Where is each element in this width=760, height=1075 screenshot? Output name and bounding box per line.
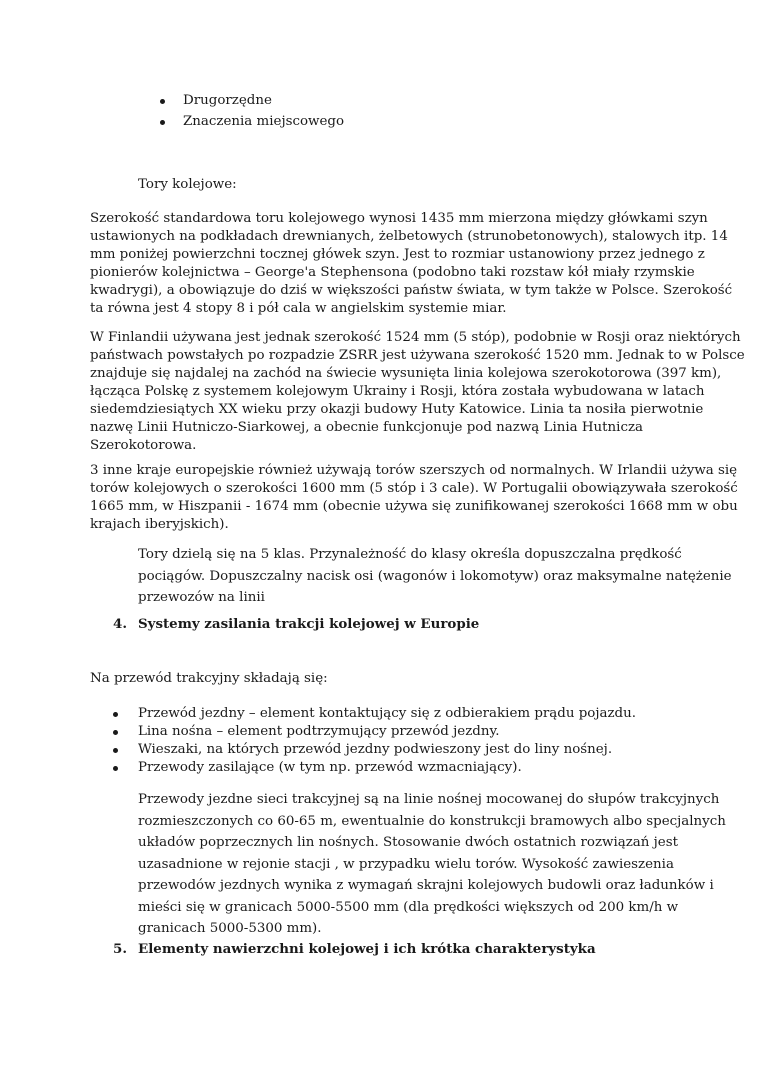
list-item-text: Znaczenia miejscowego bbox=[183, 114, 345, 129]
text-line: Szerokość standardowa toru kolejowego wynosi 1435 mm mierzona między główkami szyn bbox=[90, 211, 708, 226]
text-line: torów kolejowych o szerokości 1600 mm (5 stóp i 3 cale). W Portugalii obowiązywała szerokość bbox=[90, 481, 738, 496]
text-line: przewodów jezdnych wynika z wymagań skrajni kolejowych budowli oraz ładunków i bbox=[138, 878, 714, 893]
text-line: ustawionych na podkładach drewnianych, żelbetowych (strunobetonowych), stalowych itp. 14 bbox=[90, 229, 728, 244]
bullet-icon bbox=[113, 748, 118, 753]
catenary-intro: Na przewód trakcyjny składają się: bbox=[90, 671, 328, 686]
list-item-text: Przewody zasilające (w tym np. przewód wzmacniający). bbox=[138, 760, 522, 775]
text-line: Tory dzielą się na 5 klas. Przynależność do klasy określa dopuszczalna prędkość bbox=[138, 547, 682, 562]
bullet-icon bbox=[113, 766, 118, 771]
section-title: Elementy nawierzchni kolejowej i ich krótka charakterystyka bbox=[138, 941, 596, 957]
text-line: granicach 5000-5300 mm). bbox=[138, 921, 322, 936]
section-number: 4. bbox=[113, 616, 127, 632]
text-line: nazwę Linii Hutniczo-Siarkowej, a obecnie funkcjonuje pod nazwą Linia Hutnicza bbox=[90, 420, 643, 435]
list-item-text: Drugorzędne bbox=[183, 93, 272, 108]
paragraph-track-classes bbox=[138, 544, 732, 609]
text-line: mieści się w granicach 5000-5500 mm (dla prędkości większych od 200 km/h w bbox=[138, 899, 679, 915]
text-line: ta równa jest 4 stopy 8 i pół cala w angielskim systemie miar. bbox=[90, 301, 507, 316]
text-line: układów poprzecznych lin nośnych. Stosowanie dwóch ostatnich rozwiązań jest bbox=[138, 835, 678, 850]
text-line: siedemdziesiątych XX wieku przy okazji budowy Huty Katowice. Linia ta nosiła pierwotnie bbox=[90, 402, 704, 417]
text-line: pionierów kolejnictwa – George'a Stephensona (podobno taki rozstaw kół miały rzymskie bbox=[90, 265, 695, 280]
paragraph-catenary-details bbox=[138, 789, 726, 940]
list-item-text: Lina nośna – element podtrzymujący przewód jezdny. bbox=[138, 724, 500, 739]
text-line: znajduje się najdalej na zachód na świecie wysunięta linia kolejowa szerokotorowa (397 km), bbox=[90, 366, 722, 381]
list-item-text: Wieszaki, na których przewód jezdny podwieszony jest do liny nośnej. bbox=[138, 742, 613, 757]
paragraph-broad-gauge bbox=[90, 329, 745, 455]
text-line: pociągów. Dopuszczalny nacisk osi (wagonów i lokomotyw) oraz maksymalne natężenie bbox=[138, 568, 732, 584]
paragraph-standard-gauge bbox=[90, 210, 733, 318]
text-line: krajach iberyjskich). bbox=[90, 517, 229, 532]
text-line: 3 inne kraje europejskie również używają torów szerszych od normalnych. W Irlandii używa się bbox=[90, 463, 738, 478]
tracks-heading: Tory kolejowe: bbox=[138, 177, 237, 192]
text-line: rozmieszczonych co 60-65 m, ewentualnie do konstrukcji bramowych albo specjalnych bbox=[138, 813, 726, 829]
text-line: przewozów na linii bbox=[138, 590, 265, 605]
text-line: kwadrygi), a obowiązuje do dziś w większości państw świata, w tym także w Polsce. Szerokość bbox=[90, 283, 733, 298]
bullet-icon bbox=[113, 730, 118, 735]
text-line: W Finlandii używana jest jednak szerokość 1524 mm (5 stóp), podobnie w Rosji oraz niektórych bbox=[90, 330, 741, 345]
text-line: Przewody jezdne sieci trakcyjnej są na linie nośnej mocowanej do słupów trakcyjnych bbox=[138, 792, 720, 807]
section-title: Systemy zasilania trakcji kolejowej w Europie bbox=[138, 616, 480, 632]
text-line: mm poniżej powierzchni tocznej główek szyn. Jest to rozmiar ustanowiony przez jednego z bbox=[90, 247, 705, 262]
text-line: 1665 mm, w Hiszpanii - 1674 mm (obecnie używa się zunifikowanej szerokości 1668 mm w obu bbox=[90, 499, 738, 514]
bullet-icon bbox=[160, 120, 165, 125]
bullet-icon bbox=[113, 712, 118, 717]
list-item-text: Przewód jezdny – element kontaktujący się z odbierakiem prądu pojazdu. bbox=[138, 706, 637, 721]
paragraph-european-gauges bbox=[90, 462, 738, 534]
text-line: łącząca Polskę z systemem kolejowym Ukrainy i Rosji, która została wybudowana w latach bbox=[90, 384, 705, 399]
text-line: uzasadnione w rejonie stacji , w przypadku wielu torów. Wysokość zawieszenia bbox=[138, 856, 674, 872]
section-number: 5. bbox=[113, 941, 127, 957]
text-line: Szerokotorowa. bbox=[90, 438, 197, 453]
bullet-icon bbox=[160, 99, 165, 104]
text-line: państwach powstałych po rozpadzie ZSRR jest używana szerokość 1520 mm. Jednak to w Polsce bbox=[90, 348, 745, 363]
